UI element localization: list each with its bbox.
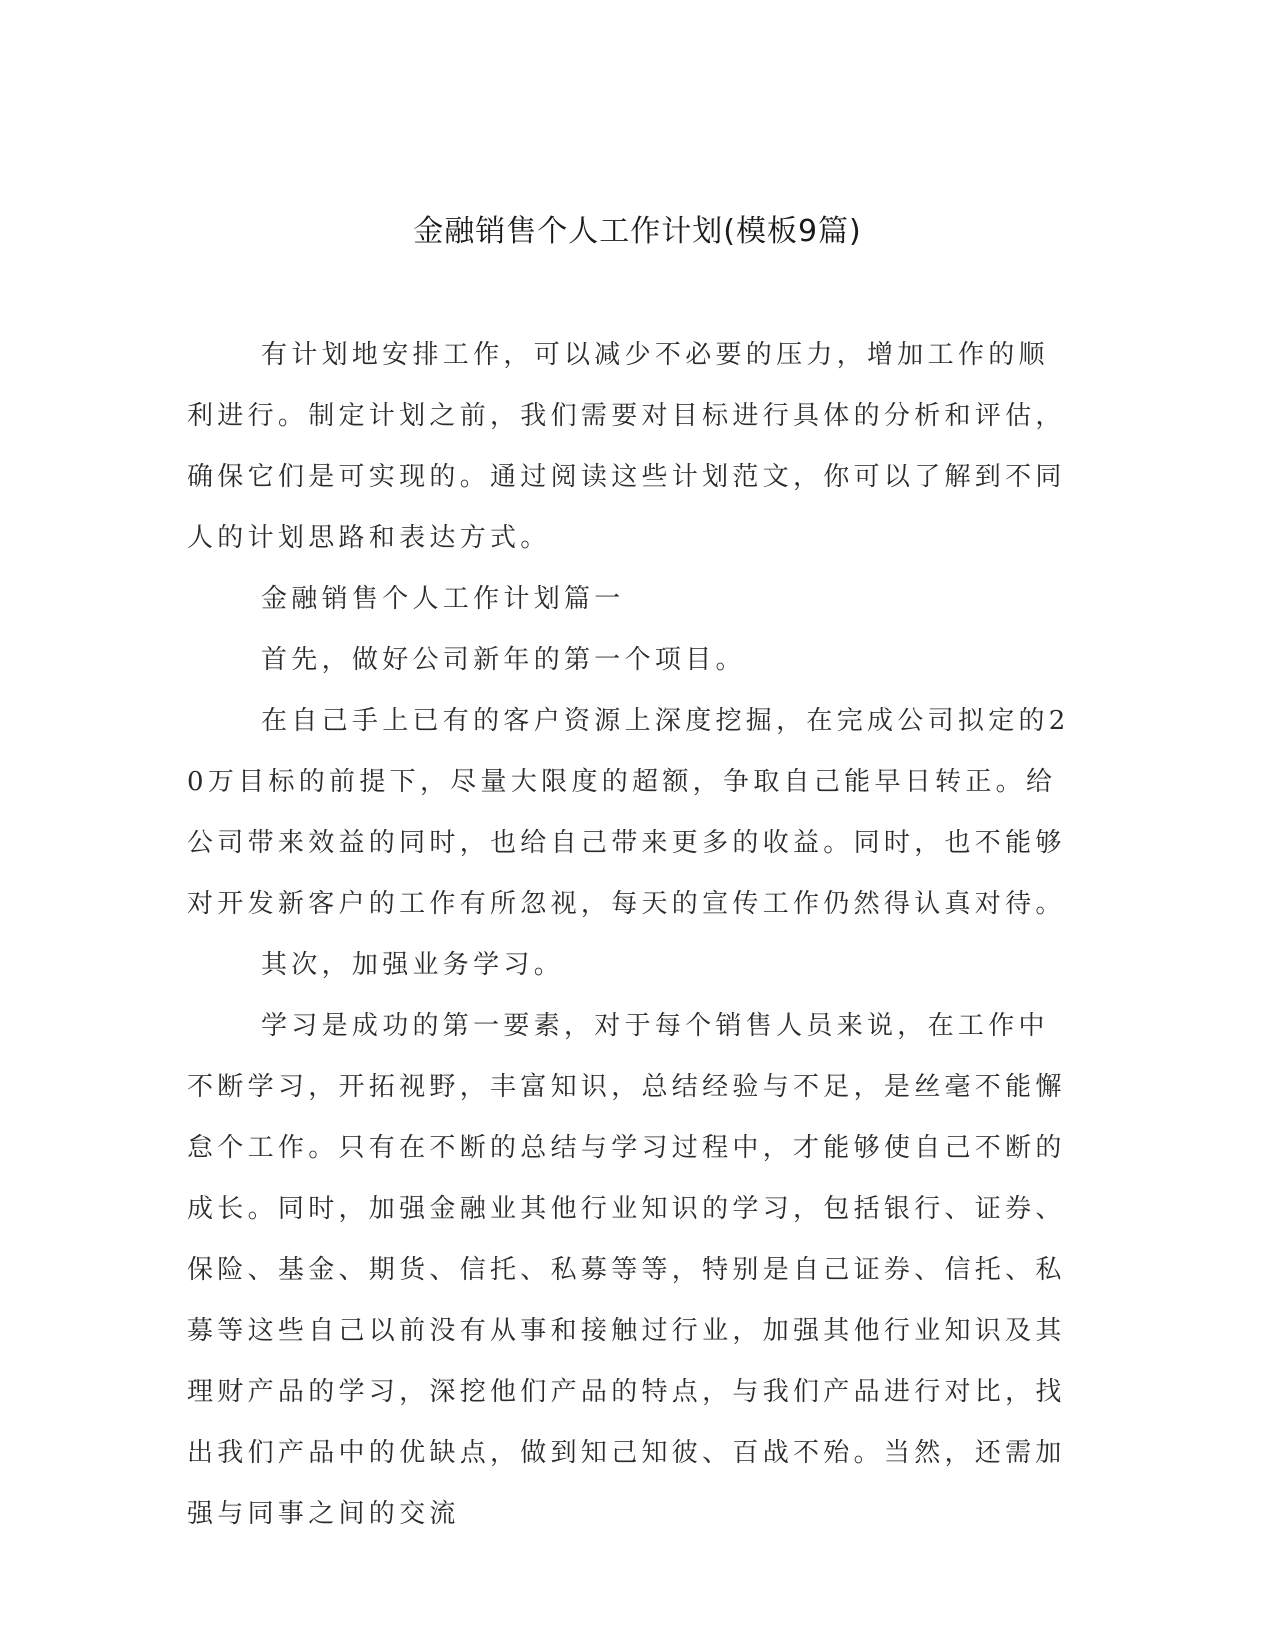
intro-paragraph: 有计划地安排工作，可以减少不必要的压力，增加工作的顺利进行。制定计划之前，我们需要对目标进行具体的分析和评估，确保它们是可实现的。通过阅读这些计划范文，你可以了解到不同人的计划思路和表达方式。: [187, 340, 1066, 553]
body-paragraph: 首先，做好公司新年的第一个项目。: [261, 645, 746, 675]
body-paragraph: 在自己手上已有的客户资源上深度挖掘，在完成公司拟定的20万目标的前提下，尽量大限度的超额，争取自己能早日转正。给公司带来效益的同时，也给自己带来更多的收益。同时，也不能够对开发新客户的工作有所忽视，每天的宣传工作仍然得认真对待。: [187, 706, 1070, 919]
document-body: [187, 325, 1072, 1545]
section-heading: 金融销售个人工作计划篇一: [261, 584, 625, 614]
body-paragraph: 学习是成功的第一要素，对于每个销售人员来说，在工作中不断学习，开拓视野，丰富知识，总结经验与不足，是丝毫不能懈怠个工作。只有在不断的总结与学习过程中，才能够使自己不断的成长。同时，加强金融业其他行业知识的学习，包括银行、证券、保险、基金、期货、信托、私募等等，特别是自己证券、信托、私募等这些自己以前没有从事和接触过行业，加强其他行业知识及其理财产品的学习，深挖他们产品的特点，与我们产品进行对比，找出我们产品中的优缺点，做到知己知彼、百战不殆。当然，还需加强与同事之间的交流: [187, 1011, 1066, 1529]
body-paragraph: 其次，加强业务学习。: [261, 950, 565, 980]
document-title: 金融销售个人工作计划(模板9篇): [413, 214, 862, 249]
